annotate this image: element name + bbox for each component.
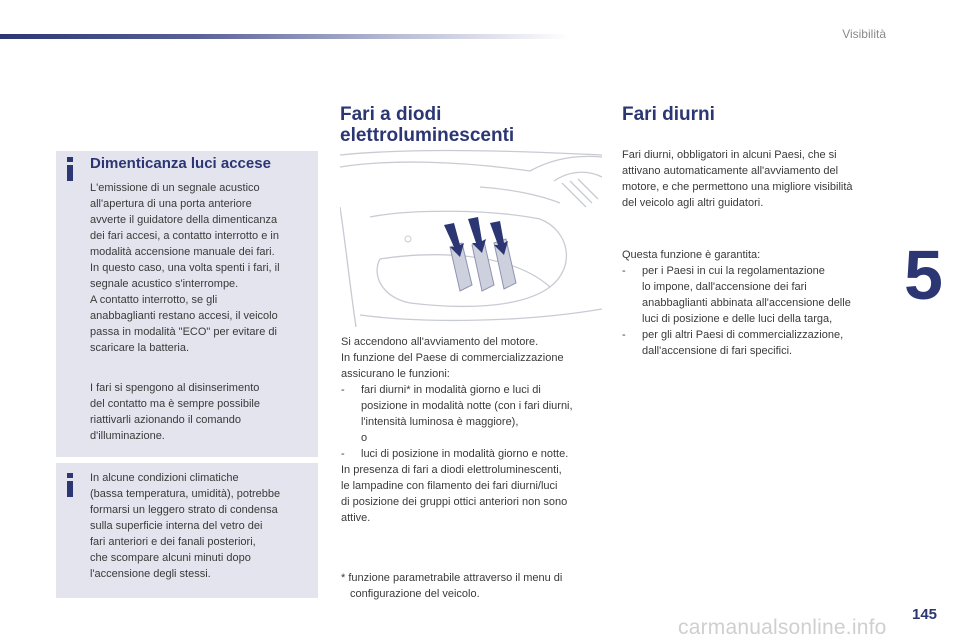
info-icon — [66, 157, 74, 181]
chapter-number: 5 — [904, 236, 943, 314]
info-box-paragraph: L'emissione di un segnale acustico all'apertura di una porta anteriore avverte il guidatore della dimenticanza dei fari accesi, a contatto interrotto e in modalità accensione manuale dei fari. In questo caso, una volta spenti i fari, il segnale acustico s'interrompe. A contatto interrotto, se gli anabbaglianti restano accesi, il veicolo passa in modalità "ECO" per evitare di scaricare la batteria. — [90, 182, 280, 354]
watermark: carmanualsonline.info — [678, 616, 887, 639]
led-headlight-illustration — [340, 147, 602, 327]
info-box-paragraph: I fari si spengono al disinserimento del contatto ma è sempre possibile riattivarli azionando il comando d'illuminazione. — [90, 382, 260, 442]
header-color-bar — [0, 34, 570, 39]
info-box-paragraph: In alcune condizioni climatiche (bassa temperatura, umidità), potrebbe formarsi un leggero strato di condensa sulla superficie interna del vetro dei fari anteriori e dei fanali posteriori, che scompare alcuni minuti dopo l'accensione degli stessi. — [90, 472, 281, 580]
info-box-lights-reminder — [56, 151, 318, 457]
section-heading-daytime-lights: Fari diurni — [622, 104, 715, 125]
info-box-condensation — [56, 463, 318, 598]
info-box-title: Dimenticanza luci accese — [90, 155, 271, 172]
section-title: Visibilità — [842, 27, 886, 41]
daytime-lights-conditions: Questa funzione è garantita: - per i Paesi in cui la regolamentazione lo impone, dall'accensione dei fari anabbaglianti abbinata all'accensione delle luci di posizione e delle luci della targa, - per gli altri Paesi di commercializzazione, dall'accensione di fari specifici. — [622, 249, 851, 357]
page-number: 145 — [912, 606, 938, 623]
daytime-lights-description: Fari diurni, obbligatori in alcuni Paesi, che si attivano automaticamente all'avviamento del motore, e che permettono una migliore visibilità del veicolo agli altri guidatori. — [622, 149, 853, 209]
info-icon — [66, 473, 74, 497]
led-lights-description: Si accendono all'avviamento del motore. In funzione del Paese di commercializzazione assicurano le funzioni: - fari diurni* in modalità giorno e luci di posizione in modalità notte (con i fari diurni, l'intensità luminosa è maggiore), o - luci di posizione in modalità giorno e notte. In presenza di fari a diodi elettroluminescenti, le lampadine con filamento dei fari diurni/luci di posizione dei gruppi ottici anteriori non sono attive. — [341, 336, 573, 524]
footnote: * funzione parametrabile attraverso il menu di configurazione del veicolo. — [341, 572, 563, 600]
section-heading-led-lights: Fari a diodi elettroluminescenti — [340, 104, 515, 146]
